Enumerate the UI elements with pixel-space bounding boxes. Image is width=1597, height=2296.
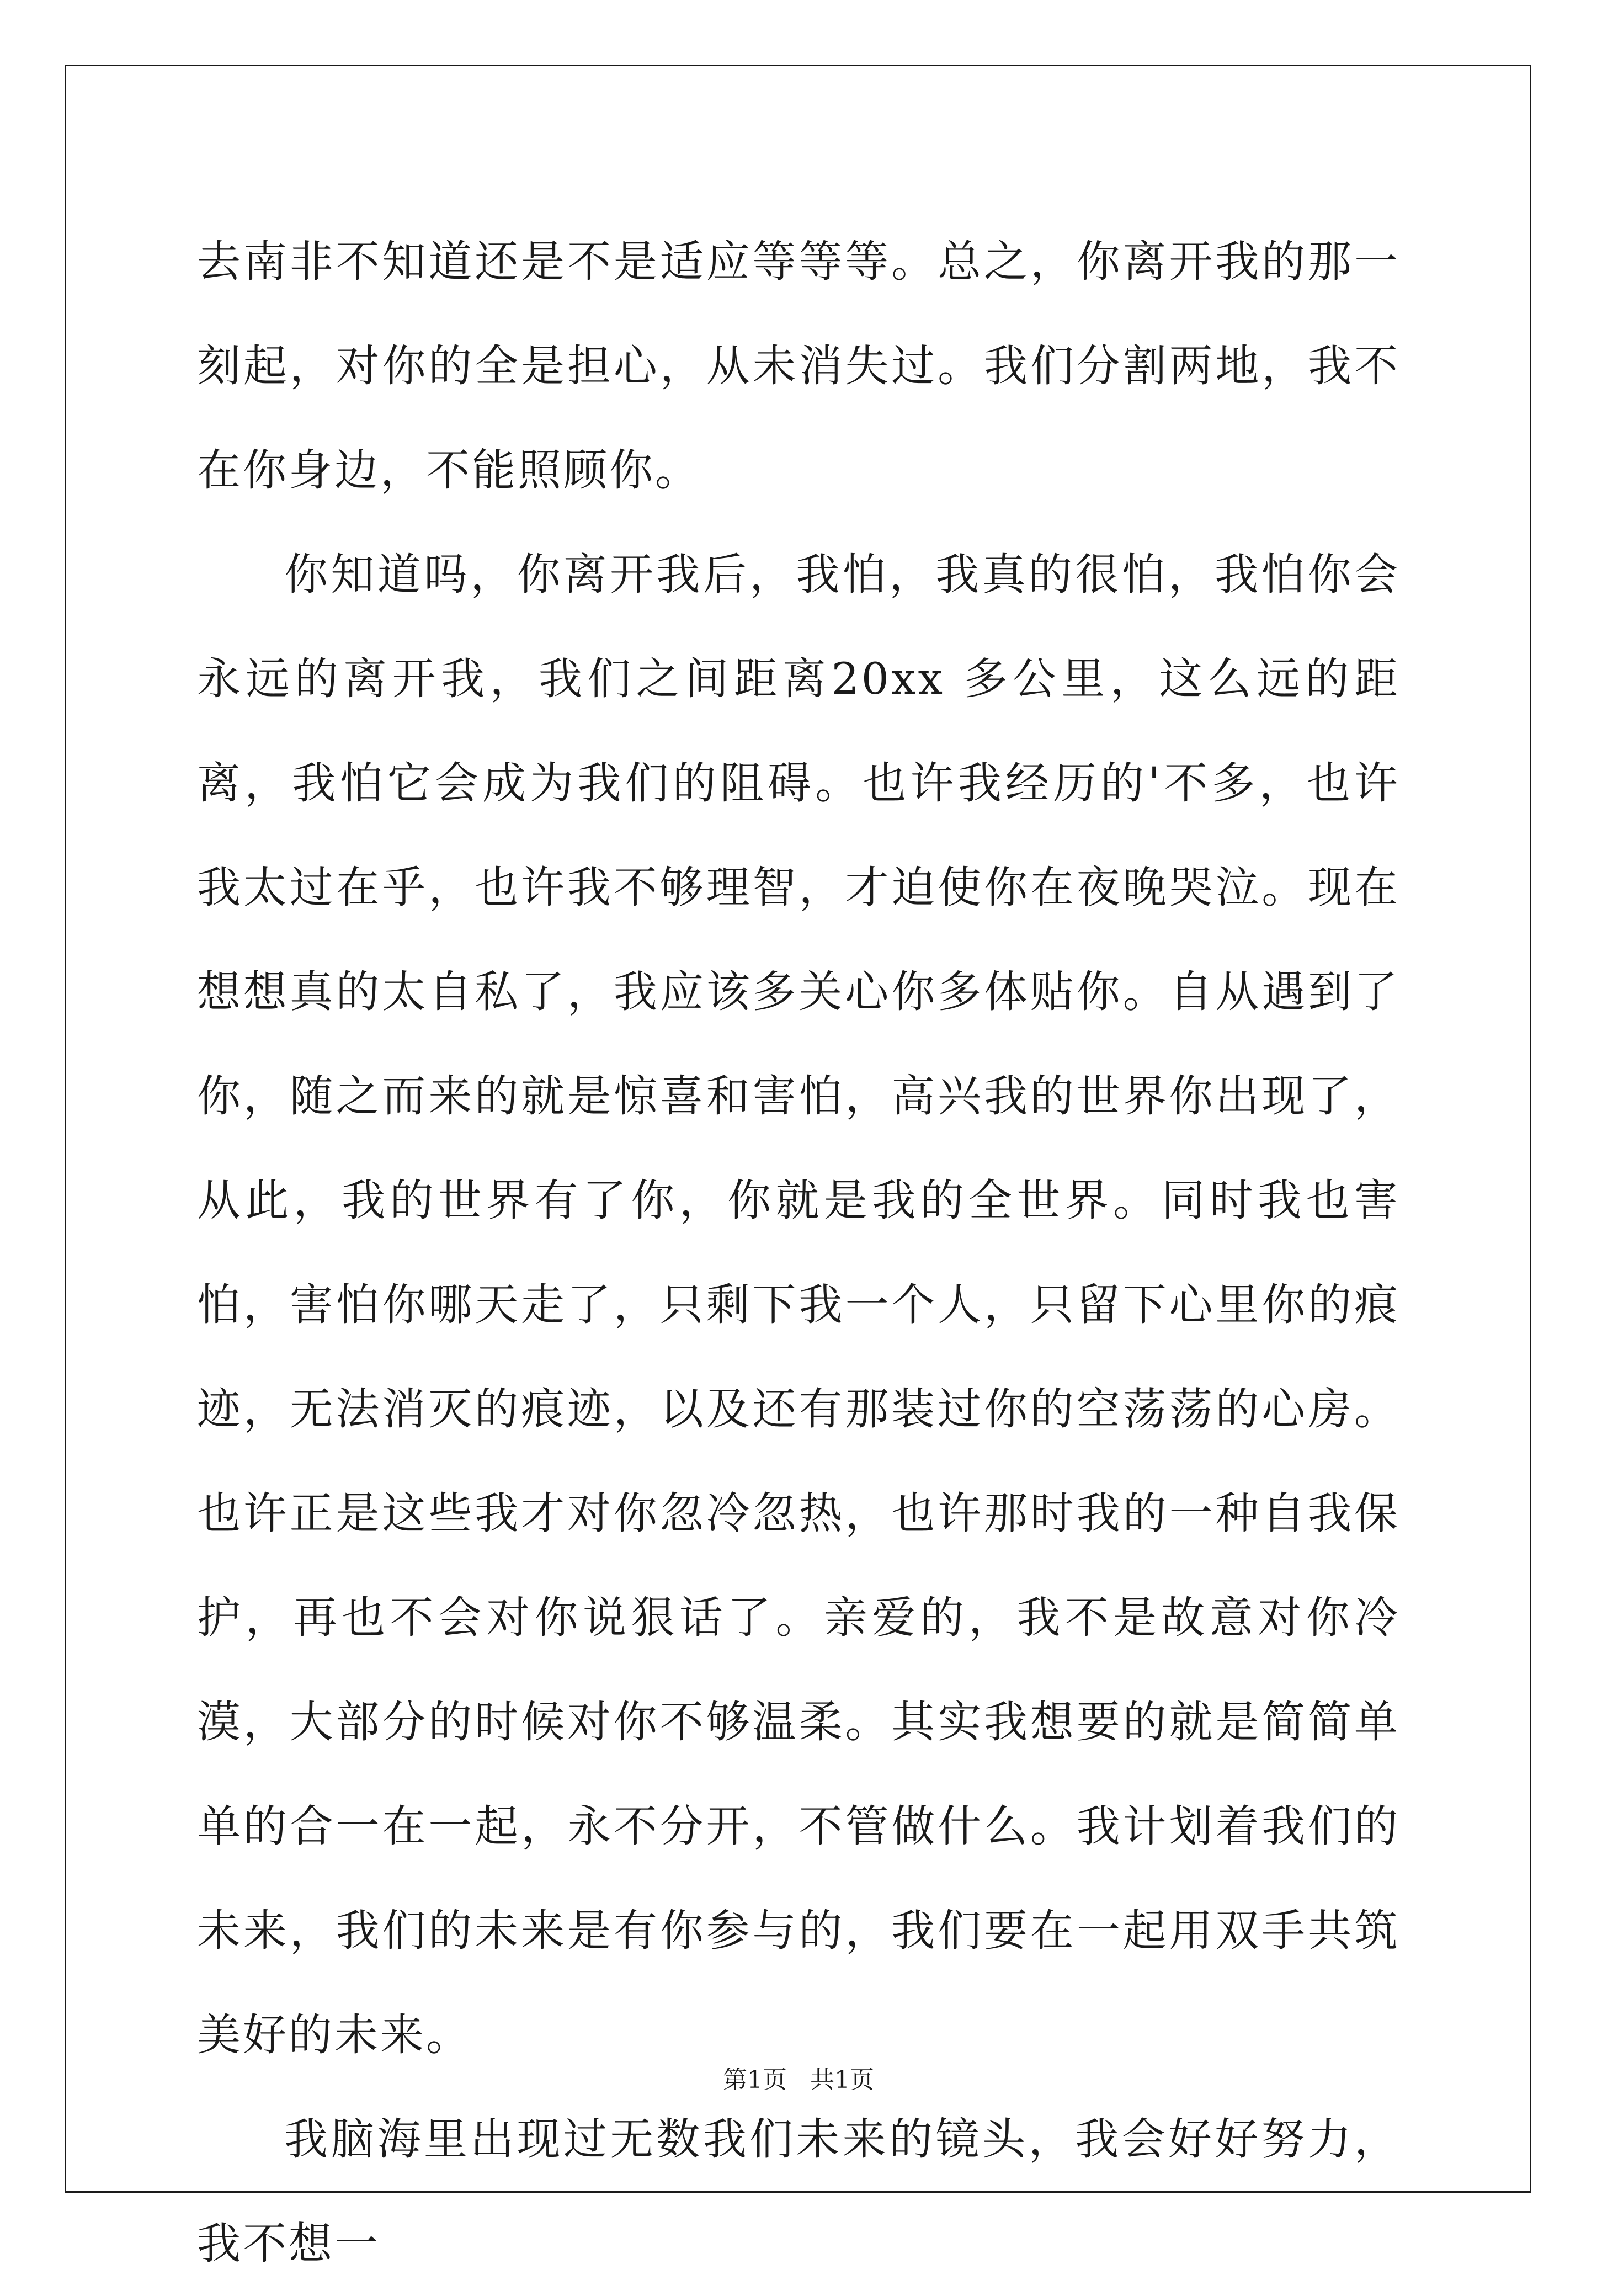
paragraph-2: 你知道吗，你离开我后，我怕，我真的很怕，我怕你会永远的离开我，我们之间距离20xx 多公里，这么远的距离，我怕它会成为我们的阻碍。也许我经历的'不多，也许我太过在乎，也许我不够理智，才迫使你在夜晚哭泣。现在想想真的太自私了，我应该多关心你多体贴你。自从遇到了你，随之而来的就是惊喜和害怕，高兴我的世界你出现了，从此，我的世界有了你，你就是我的全世界。同时我也害怕，害怕你哪天走了，只剩下我一个人，只留下心里你的痕迹，无法消灭的痕迹，以及还有那装过你的空荡荡的心房。也许正是这些我才对你忽冷忽热，也许那时我的一种自我保护，再也不会对你说狠话了。亲爱的，我不是故意对你冷漠，大部分的时候对你不够温柔。其实我想要的就是简简单单的合一在一起，永不分开，不管做什么。我计划着我们的未来，我们的未来是有你参与的，我们要在一起用双手共筑美好的未来。 xyxy=(197,549,1400,2060)
paragraph-1: 去南非不知道还是不是适应等等等。总之，你离开我的那一刻起，对你的全是担心，从未消失过。我们分割两地，我不在你身边，不能照顾你。 xyxy=(197,236,1400,496)
document-body xyxy=(197,210,1400,2296)
paragraph-3: 我脑海里出现过无数我们未来的镜头，我会好好努力，我不想一 xyxy=(197,2114,1400,2269)
page-footer: 第1页 共1页 xyxy=(723,2066,874,2094)
